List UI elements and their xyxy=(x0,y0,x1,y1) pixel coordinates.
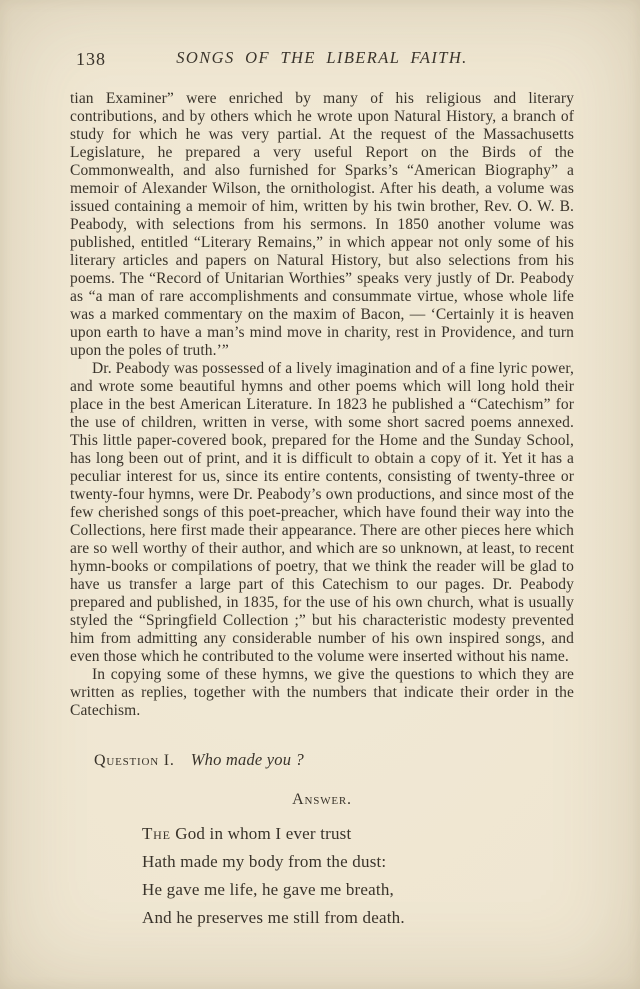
poem-line: He gave me life, he gave me breath, xyxy=(142,880,394,899)
poem-line: And he preserves me still from death. xyxy=(142,908,405,927)
poem-line-text: God in whom I ever trust xyxy=(175,824,352,843)
page-header xyxy=(70,48,574,74)
running-title: SONGS OF THE LIBERAL FAITH. xyxy=(176,48,468,67)
poem-lead-word: The xyxy=(142,824,171,843)
hymn-verse xyxy=(142,820,574,932)
question-text: Who made you ? xyxy=(190,750,304,769)
paragraph: tian Examiner” were enriched by many of his religious and literary contributions, and by others which he wrote upon Natural History, a branch of study for which he was very partial. At the request of the Massachusetts Legislature, he prepared a very useful Report on the Birds of the Commonwealth, and also furnished for Sparks’s “American Biography” a memoir of Alexander Wilson, the ornithologist. After his death, a volume was issued containing a memoir of him, written by his twin brother, Rev. O. W. B. Peabody, with selections from his sermons. In 1850 another volume was published, entitled “Literary Remains,” in which appear not only some of his literary articles and papers on Natural History, but also selections from his poems. The “Record of Unitarian Worthies” speaks very justly of Dr. Peabody as “a man of rare accomplishments and consummate virtue, whose whole life was a marked commentary on the maxim of Bacon, — ‘Certainly it is heaven upon earth to have a man’s mind move in charity, rest in Providence, and turn upon the poles of truth.’” xyxy=(70,90,574,359)
poem-line: Hath made my body from the dust: xyxy=(142,852,387,871)
answer-label: Answer. xyxy=(292,791,352,808)
poem-line xyxy=(142,820,574,848)
paragraph: Dr. Peabody was possessed of a lively imagination and of a fine lyric power, and wrote some beautiful hymns and other poems which will long hold their place in the best American Literature. In 1823 he published a “Catechism” for the use of children, written in verse, with some short sacred poems annexed. This little paper-covered book, prepared for the Home and the Sunday School, has long been out of print, and it is difficult to obtain a copy of it. Yet it has a peculiar interest for us, since its entire contents, consisting of twenty-three or twenty-four hymns, were Dr. Peabody’s own productions, and since most of the few cherished songs of this poet-preacher, which have found their way into the Collections, here first made their appearance. There are other pieces here which are so well worthy of their author, and which are so unknown, at least, to recent hymn-books or compilations of poetry, that we think the reader will be glad to have us transfer a large part of this Catechism to our pages. Dr. Peabody prepared and published, in 1835, for the use of his own church, what is usually styled the “Springfield Collection ;” but his characteristic modesty prevented him from admitting any considerable number of his own inspired songs, and even those which he contributed to the volume were inserted without his name. xyxy=(70,360,574,665)
catechism-section xyxy=(70,750,574,932)
page-number: 138 xyxy=(76,49,106,69)
question-line xyxy=(94,750,574,770)
body-text xyxy=(70,90,574,720)
paragraph: In copying some of these hymns, we give the questions to which they are written as replies, together with the numbers that indicate their order in the Catechism. xyxy=(70,666,574,719)
question-label: Question I. xyxy=(94,752,175,769)
